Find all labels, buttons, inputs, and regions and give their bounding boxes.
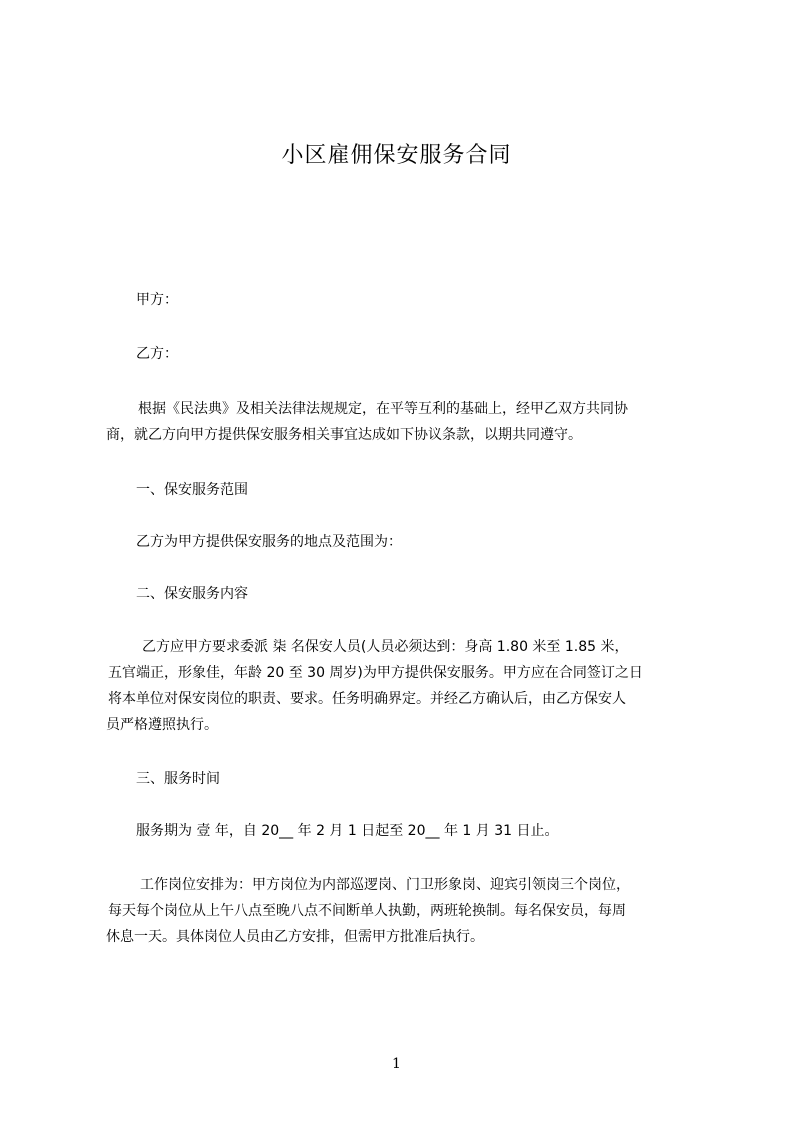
page-number: 1 — [392, 1056, 401, 1072]
section-2-body-line-2: 五官端正，形象佳，年龄 20 至 30 周岁)为甲方提供保安服务。甲方应在合同签订之日 — [108, 665, 643, 681]
intro-line-1: 根据《民法典》及相关法律法规规定，在平等互利的基础上，经甲乙双方共同协 — [138, 401, 628, 417]
section-3-arrangement-line-2: 每天每个岗位从上午八点至晚八点不间断单人执勤，两班轮换制。每名保安员，每周 — [108, 903, 626, 919]
section-2-body-line-4: 员严格遵照执行。 — [106, 717, 218, 733]
party-b-label: 乙方： — [136, 346, 178, 362]
party-a-label: 甲方： — [136, 292, 178, 308]
section-3-arrangement-line-1: 工作岗位安排为：甲方岗位为内部巡逻岗、门卫形象岗、迎宾引领岗三个岗位， — [140, 877, 630, 893]
document-title: 小区雇佣保安服务合同 — [281, 143, 512, 168]
section-3-heading: 三、服务时间 — [136, 771, 220, 787]
section-2-body-line-1: 乙方应甲方要求委派 柒 名保安人员(人员必须达到：身高 1.80 米至 1.85 米， — [142, 639, 629, 655]
section-1-heading: 一、保安服务范围 — [136, 482, 248, 498]
intro-line-2: 商，就乙方向甲方提供保安服务相关事宜达成如下协议条款，以期共同遵守。 — [106, 427, 582, 443]
section-3-arrangement-line-3: 休息一天。具体岗位人员由乙方安排，但需甲方批准后执行。 — [106, 929, 484, 945]
section-3-period: 服务期为 壹 年，自 20__ 年 2 月 1 日起至 20__ 年 1 月 31 日止。 — [136, 823, 559, 839]
section-1-body: 乙方为甲方提供保安服务的地点及范围为： — [136, 534, 402, 550]
section-2-heading: 二、保安服务内容 — [136, 586, 248, 602]
section-2-body-line-3: 将本单位对保安岗位的职责、要求。任务明确界定。并经乙方确认后，由乙方保安人 — [108, 691, 626, 707]
